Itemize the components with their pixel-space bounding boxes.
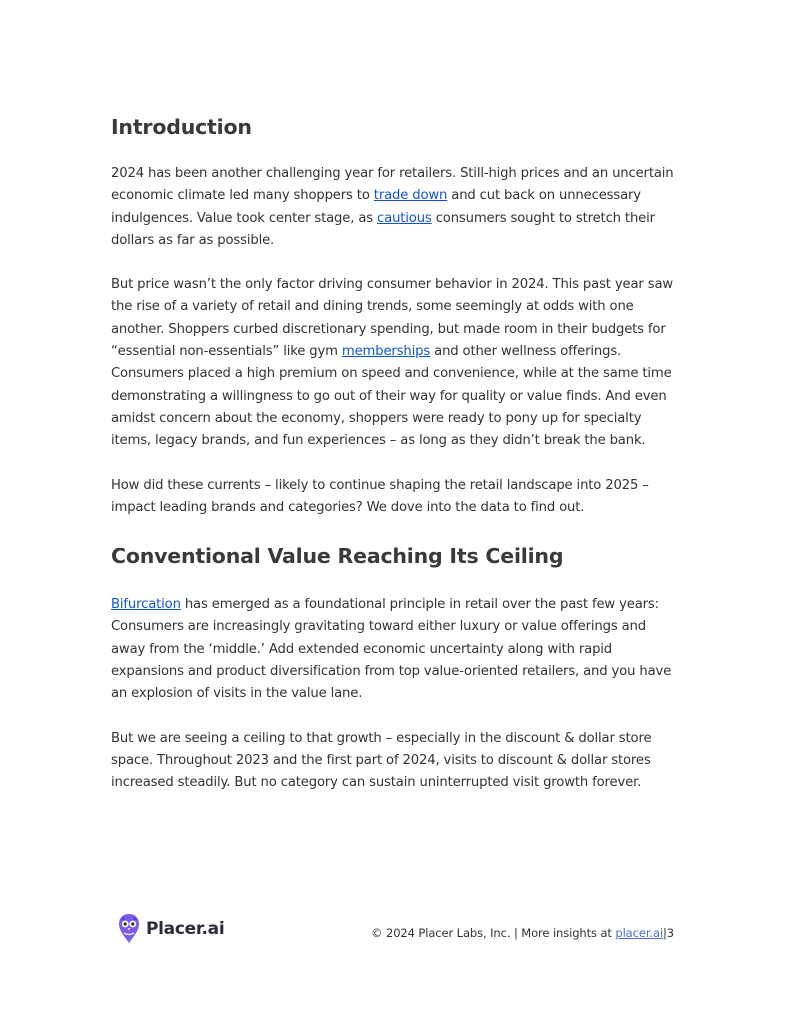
page-footer xyxy=(0,905,791,955)
intro-p2-text-1: But price wasn’t the only factor driving consumer behavior in 2024. This past year saw the rise of a variety of retail and dining trends, some seemingly at odds with one another. Shoppers curbed discretionary spending, but made room in their budgets for “essential non-essentials” like gym xyxy=(111,277,674,360)
spacer xyxy=(111,706,683,728)
intro-p1-text-3: consumers sought to stretch their dollars as far as possible. xyxy=(111,210,655,248)
bifurcation-link[interactable]: Bifurcation xyxy=(111,597,181,613)
page-number: 3 xyxy=(666,926,674,940)
value-paragraph-2: But we are seeing a ceiling to that growth – especially in the discount & dollar store space. Throughout 2023 and the first part of 2024, visits to discount & dollar stores increased steadily. But no category can sustain uninterrupted visit growth forever. xyxy=(111,730,652,791)
trade-down-link[interactable]: trade down xyxy=(373,188,448,204)
intro-p1-text-2: and cut back on unnecessary indulgences. Value took center stage, as xyxy=(111,188,641,226)
intro-p2-text-2: and other wellness offerings. Consumers placed a high premium on speed and convenience, while at the same time demonstrating a willingness to go out of their way for quality or value finds. And even amidst concern about the economy, shoppers were ready to pony up for specialty items, legacy brands, and fun experiences – as long as they didn’t break the bank. xyxy=(111,344,672,449)
placer-logo xyxy=(118,913,224,945)
intro-paragraph-2 xyxy=(111,274,683,452)
conventional-value-heading: Conventional Value Reaching Its Ceiling xyxy=(111,544,564,569)
value-p1-text-1: has emerged as a foundational principle in retail over the past few years: Consumers are increasingly gravitating toward either luxury or value offerings and away from the ‘middle.’ Add extended economic uncertainty along with rapid expansions and product diversification from top value-oriented retailers, and you have an explosion of visits in the value lane. xyxy=(111,597,672,702)
intro-paragraph-3: How did these currents – likely to continue shaping the retail landscape into 2025 – impact leading brands and categories? We dove into the data to find out. xyxy=(111,477,649,515)
placer-owl-icon xyxy=(118,913,140,945)
cautious-link[interactable]: cautious xyxy=(377,210,432,226)
introduction-heading: Introduction xyxy=(111,115,252,139)
spacer xyxy=(111,252,683,274)
copyright-text: © 2024 Placer Labs, Inc. | More insights at xyxy=(371,926,616,940)
logo-text: Placer.ai xyxy=(146,919,225,939)
spacer xyxy=(111,453,683,475)
page-separator: | xyxy=(663,926,667,940)
value-paragraph-1 xyxy=(111,594,683,705)
intro-p1-text-1: 2024 has been another challenging year for retailers. Still-high prices and an uncertain economic climate led many shoppers to xyxy=(111,166,674,204)
intro-paragraph-1 xyxy=(111,163,683,252)
page-content xyxy=(111,112,683,795)
footer-copyright xyxy=(371,926,674,940)
memberships-link[interactable]: memberships xyxy=(341,344,431,360)
placer-ai-link[interactable]: placer.ai xyxy=(615,926,663,940)
